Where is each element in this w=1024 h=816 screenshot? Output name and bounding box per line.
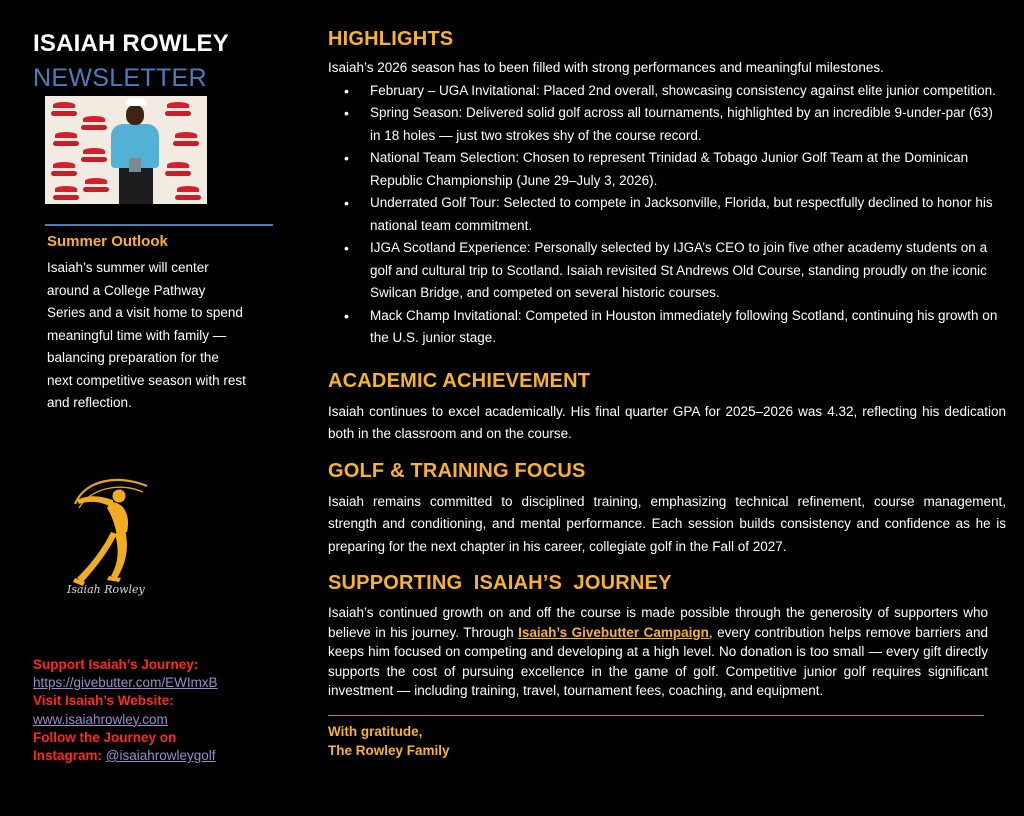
- summer-outlook-text: Isaiah’s summer will center around a College Pathway Series and a visit home to spend meaningful time with family — balancing preparation for the next competitive season with rest and reflection.: [47, 260, 246, 410]
- highlight-item: • IJGA Scotland Experience: Personally selected by IJGA’s CEO to join five other academy students on a golf and cultural trip to Scotland. Isaiah revisited St Andrews Old Course, standing proudly on the iconic Swilcan Bridge, and competed on several historic courses.: [370, 237, 1006, 305]
- highlight-item: • Mack Champ Invitational: Competed in Houston immediately following Scotland, continuing his growth on the U.S. junior stage.: [370, 305, 1006, 350]
- givebutter-link[interactable]: https://givebutter.com/EWImxB: [33, 675, 218, 691]
- signature-divider: [328, 715, 984, 716]
- highlight-item: • Underrated Golf Tour: Selected to compete in Jacksonville, Florida, but respectfully declined to honor his national team commitment.: [370, 192, 1006, 237]
- training-title: GOLF & TRAINING FOCUS: [328, 459, 586, 482]
- sidebar-divider: [45, 224, 273, 226]
- support-label: Support Isaiah’s Journey:: [33, 657, 199, 672]
- highlights-section: [328, 28, 1006, 350]
- golfer-emblem-logo: [55, 470, 165, 605]
- givebutter-campaign-link[interactable]: Isaiah’s Givebutter Campaign: [518, 624, 709, 640]
- website-link[interactable]: www.isaiahrowley.com: [33, 711, 168, 727]
- highlight-item: • February – UGA Invitational: Placed 2nd overall, showcasing consistency against elite junior competition.: [370, 80, 1006, 103]
- journey-text-before: Isaiah’s continued growth on and off the course is made possible through the generosity of supporters who believe in his journey. Through: [328, 605, 988, 640]
- journey-text-after: , every contribution helps remove barriers and keeps him focused on competing and developing at a high level. No donation is too small — every gift directly supports the cost of pursuing excellence in the game of golf. Competitive junior golf requires significant investment — including training, travel, tournament fees, coaching, and equipment.: [328, 624, 988, 698]
- emblem-signature: Isaiah Rowley: [67, 583, 145, 596]
- highlight-item: • National Team Selection: Chosen to represent Trinidad & Tobago Junior Golf Team at the Dominican Republic Championship (June 29–July 3, 2026).: [370, 147, 1006, 192]
- newsletter-name: ISAIAH ROWLEY: [33, 30, 229, 57]
- newsletter-subtitle: NEWSLETTER: [33, 64, 207, 92]
- highlights-title: HIGHLIGHTS: [328, 28, 454, 50]
- player-figure: [109, 98, 159, 204]
- journey-text: [328, 603, 988, 701]
- website-label: Visit Isaiah’s Website:: [33, 693, 174, 709]
- instagram-label: Instagram:: [33, 748, 103, 764]
- main-content: [328, 28, 1006, 760]
- highlights-list: [328, 80, 1006, 350]
- highlight-item: • Spring Season: Delivered solid golf across all tournaments, highlighted by an incredible 9-under-par (63) in 18 holes — just two strokes shy of the course record.: [370, 102, 1006, 147]
- signature: [328, 722, 1006, 760]
- support-links: [33, 656, 218, 765]
- summer-outlook-title: Summer Outlook: [47, 233, 168, 250]
- journey-title: SUPPORTING ISAIAH’S JOURNEY: [328, 572, 672, 594]
- journey-section: [328, 572, 1006, 701]
- instagram-link[interactable]: @isaiahrowleygolf: [105, 748, 216, 764]
- training-section: [328, 460, 1006, 559]
- follow-label: Follow the Journey on: [33, 729, 177, 745]
- closing-family: The Rowley Family: [328, 742, 450, 758]
- training-text: Isaiah remains committed to disciplined training, emphasizing technical refinement, course management, strength and conditioning, and mental performance. Each session builds consistency and confidence as he is preparing for the next chapter in his career, collegiate golf in the Fall of 2027.: [328, 493, 1006, 554]
- academic-section: [328, 370, 1006, 446]
- sidebar: [0, 0, 300, 816]
- highlights-intro: Isaiah’s 2026 season has to been filled with strong performances and meaningful milestones.: [328, 60, 884, 75]
- academic-text: Isaiah continues to excel academically. His final quarter GPA for 2025–2026 was 4.32, reflecting his dedication both in the classroom and on the course.: [328, 403, 1006, 441]
- academic-title: ACADEMIC ACHIEVEMENT: [328, 369, 591, 392]
- player-photo: [45, 96, 207, 204]
- closing-line: With gratitude,: [328, 723, 423, 739]
